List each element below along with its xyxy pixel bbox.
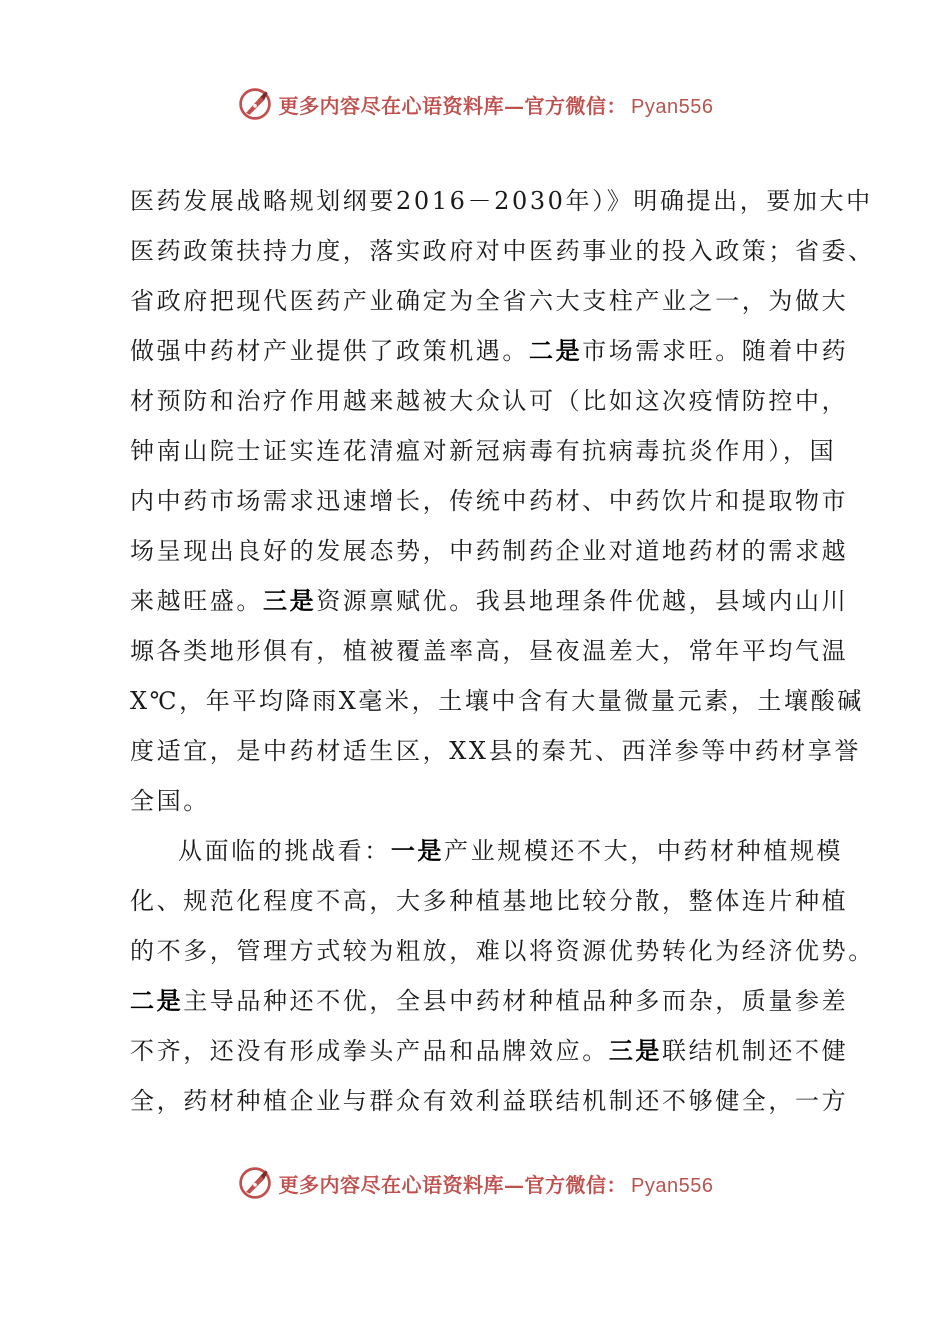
text-run: 材预防和治疗作用越来越被大众认可（比如这次疫情防控中， [130,387,849,415]
text-run: 做强中药材产业提供了政策机遇。 [130,337,529,365]
text-line [130,976,849,1026]
text-run: 全，药材种植企业与群众有效利益联结机制还不够健全，一方 [130,1087,849,1115]
pen-nib-logo-icon [237,86,273,122]
text-line [130,726,861,776]
text-run: 度适宜，是中药材适生区，XX县的秦艽、西洋参等中药材享誉 [130,737,861,765]
footer-banner-text: 更多内容尽在心语资料库—官方微信： [278,1172,628,1197]
text-run: 全国。 [130,787,210,815]
document-body [130,176,875,1126]
text-line [130,626,849,676]
text-run: 塬各类地形俱有，植被覆盖率高，昼夜温差大，常年平均气温 [130,637,849,665]
text-run: 化、规范化程度不高，大多种植基地比较分散，整体连片种植 [130,887,849,915]
text-line [130,576,849,626]
text-line [130,1026,849,1076]
text-line [130,826,844,876]
text-run: 联结机制还不健 [662,1037,849,1065]
text-line [130,526,849,576]
text-run: 主导品种还不优，全县中药材种植品种多而杂，质量参差 [183,987,849,1015]
text-line [130,426,840,476]
footer-banner-label [279,1169,714,1198]
text-run: 不齐，还没有形成拳头产品和品牌效应。 [130,1037,609,1065]
text-run: 场呈现出良好的发展态势，中药制药企业对道地药材的需求越 [130,537,849,565]
text-line [130,476,849,526]
text-line [130,376,849,426]
header-wechat-id: Pyan556 [631,95,714,118]
text-run: 资源禀赋优。我县地理条件优越，县域内山川 [316,587,849,615]
text-run: 内中药市场需求迅速增长，传统中药材、中药饮片和提取物市 [130,487,849,515]
bold-marker: 二是 [529,336,583,365]
footer-wechat-id: Pyan556 [631,1174,714,1197]
text-run: 产业规模还不大，中药材种植规模 [444,837,844,865]
header-banner [0,84,950,124]
text-run: 钟南山院士证实连花清瘟对新冠病毒有抗病毒抗炎作用），国 [130,437,837,465]
text-run: 市场需求旺。随着中药 [582,337,849,365]
text-line [130,776,840,826]
bold-marker: 一是 [390,836,445,865]
bold-marker: 三是 [608,1036,663,1065]
pen-nib-logo-icon [237,1165,273,1201]
header-banner-text: 更多内容尽在心语资料库—官方微信： [278,93,628,118]
footer-banner [0,1163,950,1203]
header-banner-label [279,90,714,119]
text-run: 从面临的挑战看： [178,837,391,865]
text-line [130,926,875,976]
text-run: 来越旺盛。 [130,587,263,615]
text-run: 医药发展战略规划纲要2016－2030年）》明确提出，要加大中 [130,187,873,215]
text-run: 省政府把现代医药产业确定为全省六大支柱产业之一，为做大 [130,287,849,315]
text-line [130,676,864,726]
bold-marker: 三是 [263,586,317,615]
text-run: 的不多，管理方式较为粗放，难以将资源优势转化为经济优势。 [130,937,875,965]
text-line [130,876,849,926]
text-line [130,176,873,226]
text-line [130,226,875,276]
text-line [130,326,849,376]
text-line [130,276,849,326]
bold-marker: 二是 [130,986,184,1015]
text-run: X℃，年平均降雨X毫米，土壤中含有大量微量元素，土壤酸碱 [130,687,864,715]
text-line [130,1076,849,1126]
text-run: 医药政策扶持力度，落实政府对中医药事业的投入政策；省委、 [130,237,875,265]
